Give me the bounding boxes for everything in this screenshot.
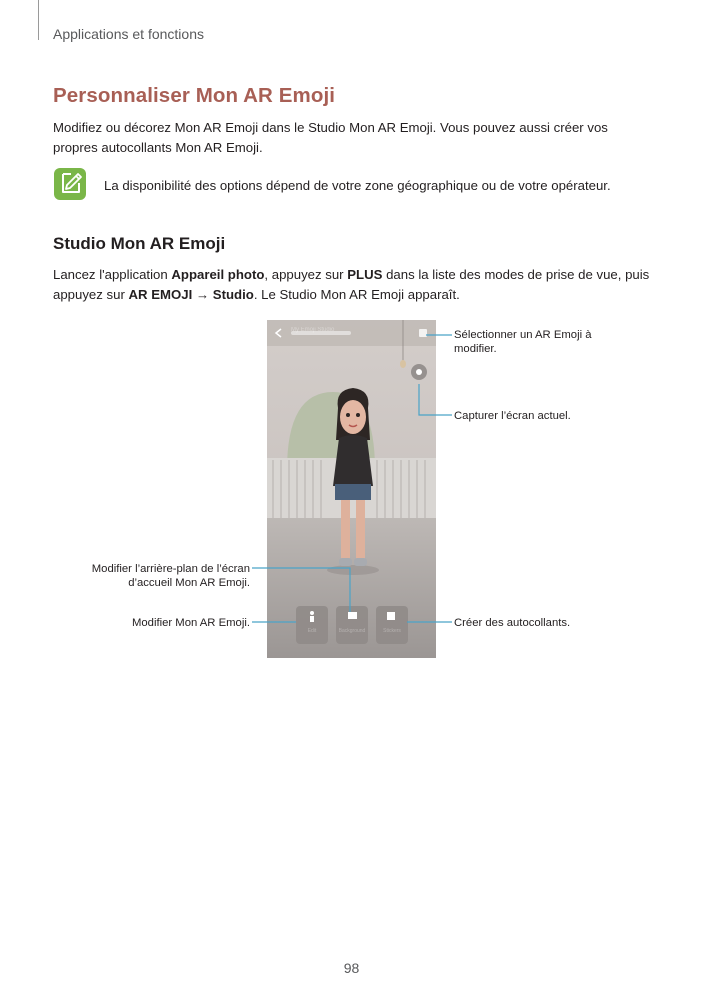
screenshot-background-label: Background bbox=[338, 628, 366, 634]
instruction-text: Lancez l'application bbox=[53, 267, 172, 282]
instruction-bold: Appareil photo bbox=[171, 267, 265, 282]
running-head: Applications et fonctions bbox=[53, 26, 204, 42]
instruction-text: dans la liste des modes de prise de vue, puis appuyez sur bbox=[53, 267, 650, 302]
callout-capture: Capturer l’écran actuel. bbox=[454, 410, 571, 422]
instruction-text: → bbox=[192, 287, 213, 302]
callout-edit: Modifier Mon AR Emoji. bbox=[131, 617, 250, 629]
instruction-bold: Studio bbox=[212, 287, 254, 302]
screenshot-header-title: My Emoji Studio bbox=[291, 327, 335, 333]
callout-select-emoji: Sélectionner un AR Emoji à modifier. bbox=[454, 329, 592, 355]
section-subtitle: Studio Mon AR Emoji bbox=[53, 234, 226, 253]
screenshot-edit-label: Edit bbox=[307, 628, 317, 634]
instruction-text: . Le Studio Mon AR Emoji apparaît. bbox=[253, 287, 460, 302]
note-text: La disponibilité des options dépend de votre zone géographique ou de votre opérateur. bbox=[104, 178, 611, 193]
instruction-bold: AR EMOJI bbox=[128, 287, 193, 302]
instruction-bold: PLUS bbox=[347, 267, 383, 282]
callout-background: Modifier l’arrière-plan de l’écran d’accueil Mon AR Emoji. bbox=[91, 563, 250, 589]
intro-paragraph: Modifiez ou décorez Mon AR Emoji dans le Studio Mon AR Emoji. Vous pouvez aussi créer vos propres autocollants Mon AR Emoji. bbox=[53, 120, 608, 155]
instruction-text: , appuyez sur bbox=[264, 267, 348, 282]
page-title: Personnaliser Mon AR Emoji bbox=[53, 84, 336, 107]
page-number: 98 bbox=[343, 960, 360, 976]
callout-stickers: Créer des autocollants. bbox=[454, 617, 571, 629]
screenshot-stickers-label: Stickers bbox=[383, 628, 401, 634]
